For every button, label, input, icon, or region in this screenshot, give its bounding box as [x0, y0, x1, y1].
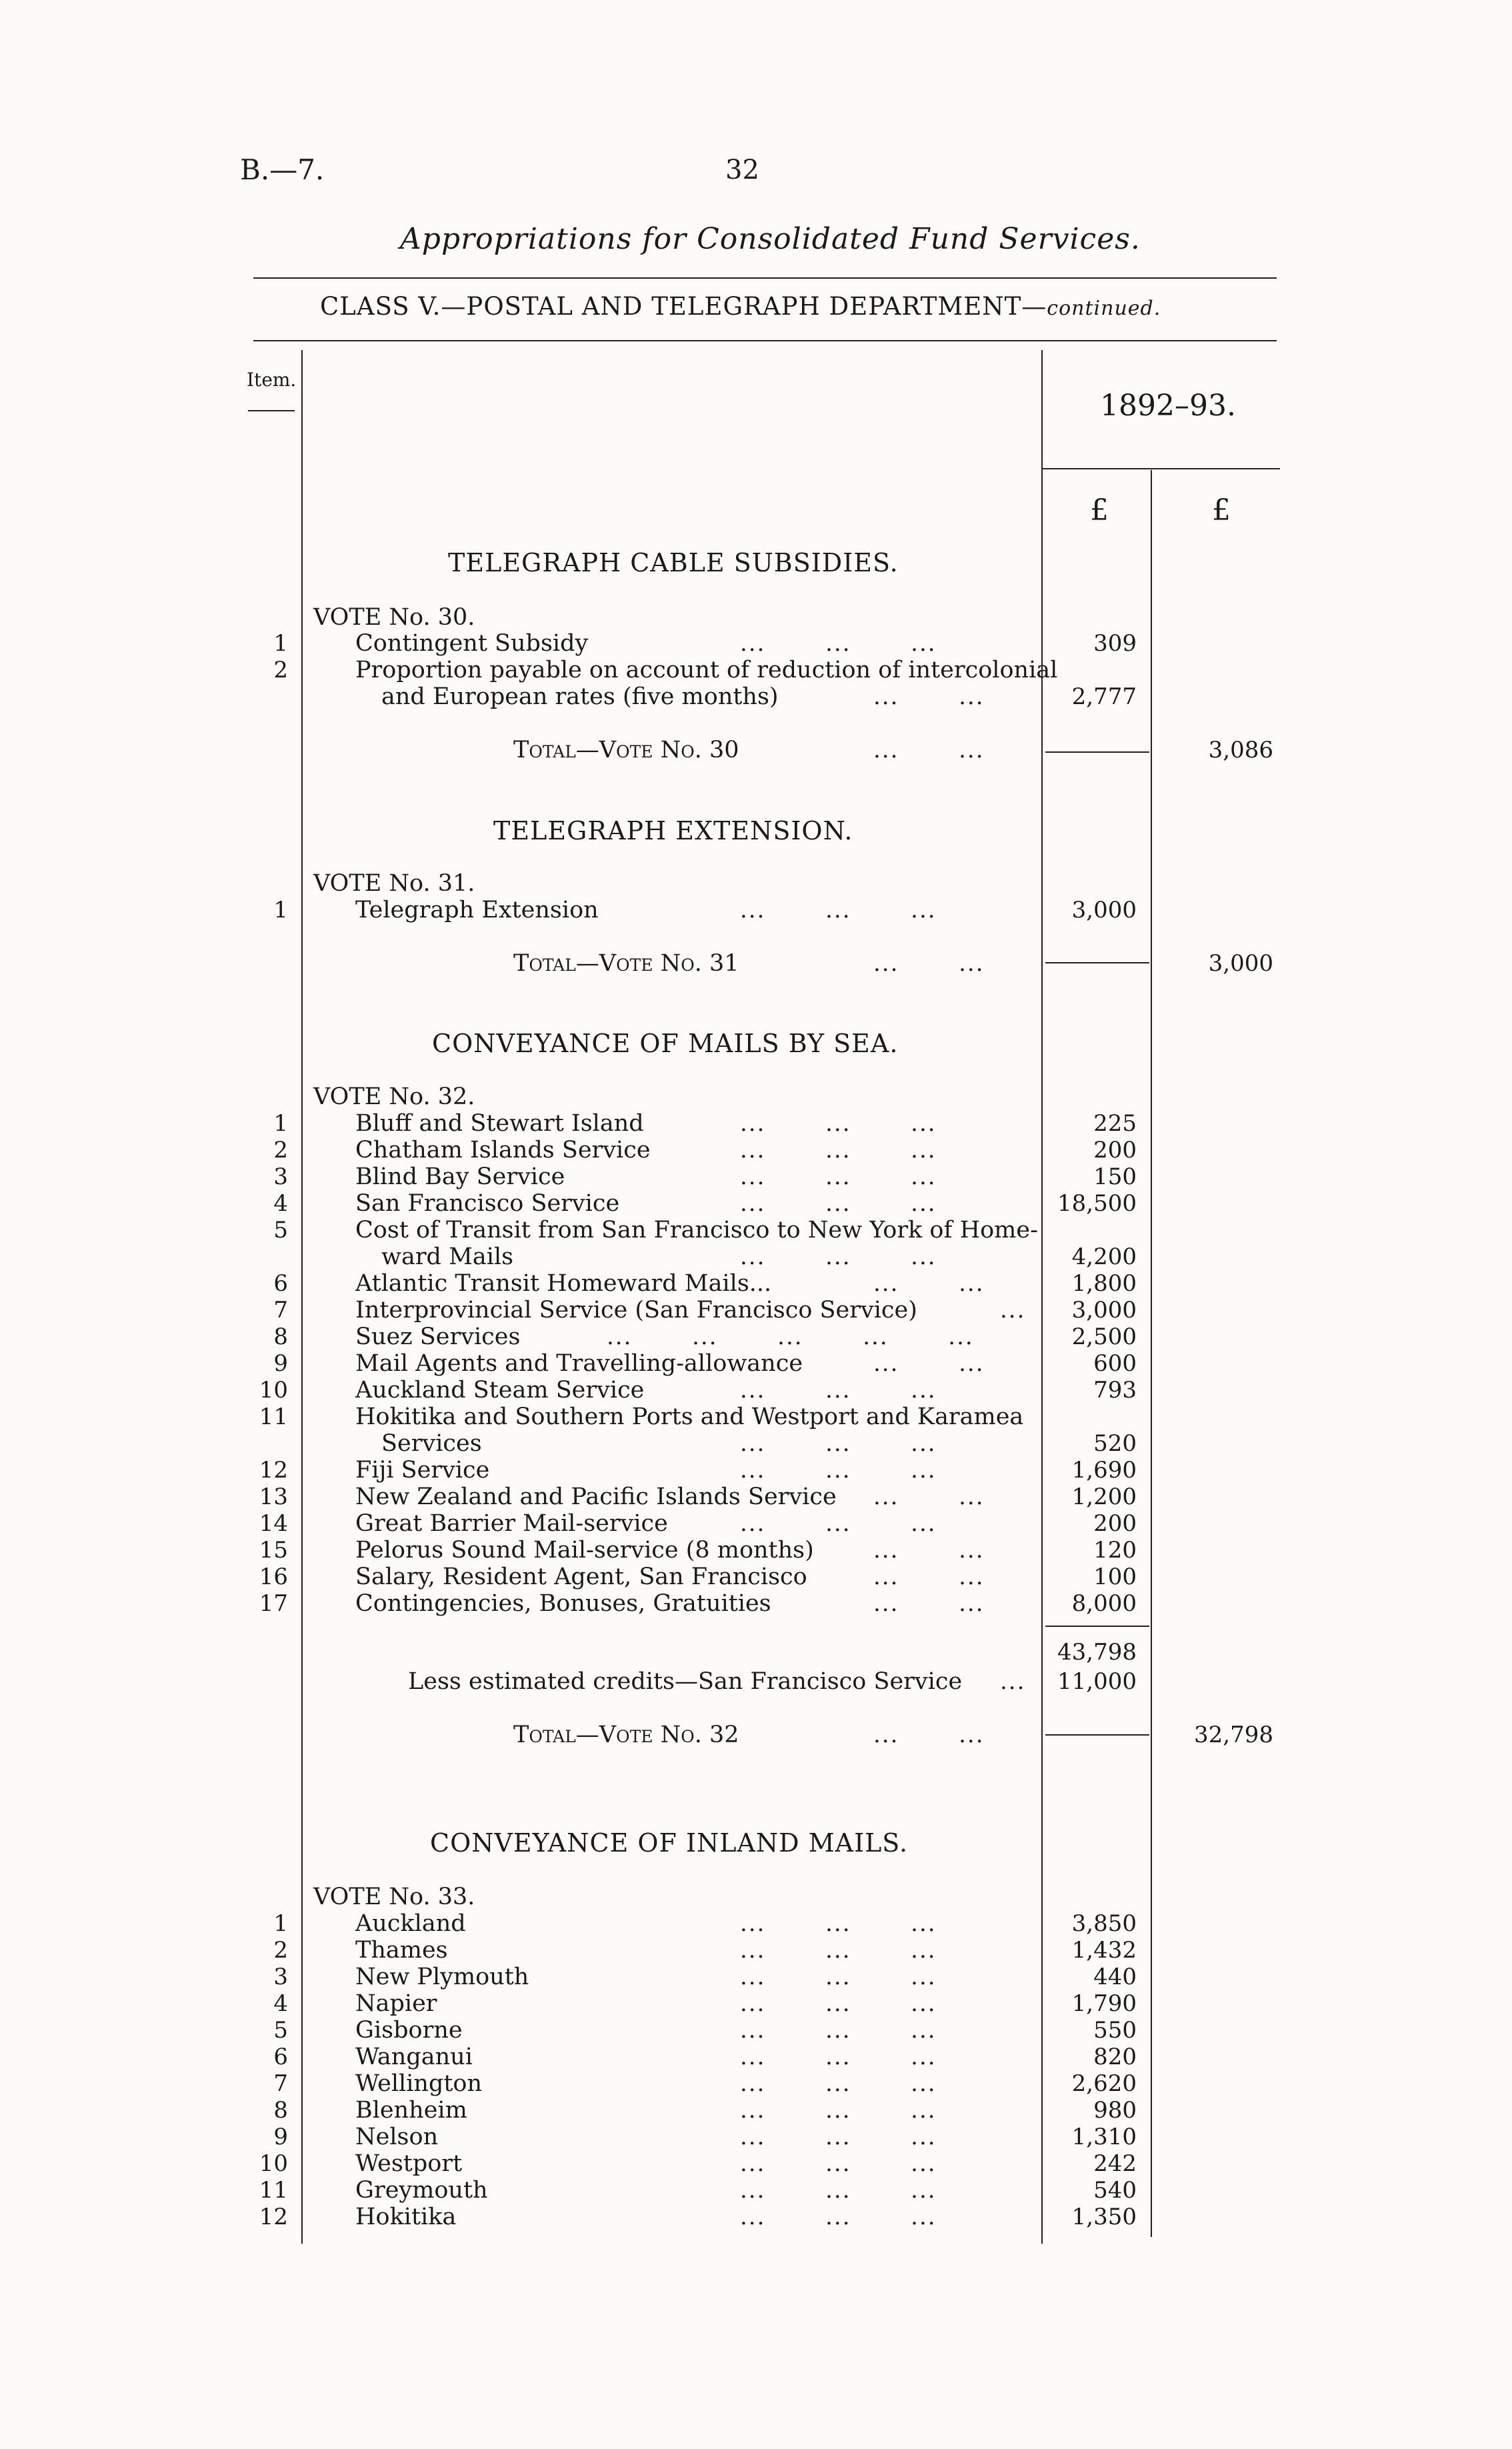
item-number: 1 [273, 630, 288, 657]
dot-leader: ... ... ... [740, 1910, 937, 1937]
vote-total: 32,798 [1194, 1722, 1273, 1748]
title-rule [253, 277, 1277, 279]
line-item-text: Pelorus Sound Mail-service (8 months) [355, 1537, 814, 1564]
item-number: 5 [273, 1217, 288, 1244]
item-number: 3 [273, 1163, 288, 1190]
line-item-text: Gisborne [355, 2017, 463, 2044]
line-item-amount: 820 [1093, 2044, 1137, 2070]
line-item-text: Contingent Subsidy [355, 630, 589, 657]
class-heading [320, 292, 1161, 321]
line-item-text: Interprovincial Service (San Francisco Service) [355, 1297, 917, 1324]
line-item-amount: 18,500 [1057, 1190, 1137, 1217]
dot-leader: ... ... ... [740, 2177, 937, 2204]
line-item-amount: 1,310 [1071, 2124, 1137, 2150]
line-item-text: Atlantic Transit Homeward Mails... [355, 1270, 772, 1297]
item-column-header: Item. [247, 369, 297, 391]
line-item-amount: 793 [1093, 1377, 1137, 1404]
line-item-amount: 120 [1093, 1537, 1137, 1564]
item-number: 4 [273, 1190, 288, 1217]
line-item-text: Chatham Islands Service [355, 1137, 651, 1163]
line-item-text: Hokitika [355, 2204, 457, 2230]
dot-leader: ... ... ... [740, 1990, 937, 2017]
total-label: Total—Vote No. 32 [513, 1722, 739, 1748]
dot-leader: ... ... [873, 1350, 985, 1377]
line-item-amount: 2,500 [1071, 1324, 1137, 1350]
section-title-extension: TELEGRAPH EXTENSION. [493, 816, 853, 845]
less-credits-amount: 11,000 [1057, 1668, 1137, 1695]
line-item-text-continued: ward Mails [381, 1244, 514, 1270]
dot-leader: ... ... [873, 683, 985, 710]
line-item-text: Bluff and Stewart Island [355, 1110, 644, 1137]
dot-leader: ... ... ... [740, 1137, 937, 1163]
line-item-text: Thames [355, 1937, 448, 1964]
item-number: 13 [259, 1484, 288, 1510]
line-item-amount: 1,800 [1071, 1270, 1137, 1297]
item-number: 3 [273, 1964, 288, 1990]
line-item-text: Suez Services [355, 1324, 521, 1350]
line-item-amount: 2,777 [1071, 683, 1137, 710]
dot-leader: ... ... ... ... ... [607, 1324, 974, 1350]
item-number: 2 [273, 1137, 288, 1163]
line-item-text-continued: and European rates (five months) [381, 683, 779, 710]
item-number: 1 [273, 1110, 288, 1137]
dot-leader: ... ... ... [740, 1964, 937, 1990]
line-item-text: New Plymouth [355, 1964, 529, 1990]
line-item-text: Proportion payable on account of reduction of intercolonial [355, 657, 1058, 683]
class-heading-suffix: continued. [1047, 297, 1161, 320]
line-item-amount: 1,690 [1071, 1457, 1137, 1484]
line-item-amount: 550 [1093, 2017, 1137, 2044]
line-item-amount: 3,850 [1071, 1910, 1137, 1937]
dot-leader: ... ... ... [740, 1457, 937, 1484]
dot-leader: ... ... ... [740, 1110, 937, 1137]
dot-leader: ... [1000, 1668, 1026, 1695]
class-rule [253, 340, 1277, 341]
subtotal-amount: 43,798 [1057, 1639, 1137, 1666]
page-title: Appropriations for Consolidated Fund Services. [400, 222, 1141, 256]
dot-leader: ... ... ... [740, 2204, 937, 2230]
dot-leader: ... ... ... [740, 1190, 937, 1217]
vote-total: 3,086 [1208, 737, 1273, 763]
dot-leader: ... ... [873, 1564, 985, 1590]
dot-leader: ... ... ... [740, 1937, 937, 1964]
item-number: 9 [273, 1350, 288, 1377]
line-item-text: Telegraph Extension [355, 897, 599, 923]
dot-leader: ... [1000, 1297, 1026, 1324]
line-item-amount: 4,200 [1071, 1244, 1137, 1270]
item-number: 10 [259, 1377, 288, 1404]
dot-leader: ... ... ... [740, 2097, 937, 2124]
item-number: 2 [273, 657, 288, 683]
item-number: 4 [273, 1990, 288, 2017]
line-item-text: Auckland Steam Service [355, 1377, 645, 1404]
line-item-amount: 440 [1093, 1964, 1137, 1990]
year-header-rule [1042, 468, 1280, 469]
line-item-amount: 600 [1093, 1350, 1137, 1377]
dot-leader: ... ... [873, 1270, 985, 1297]
dot-leader: ... ... ... [740, 1510, 937, 1537]
item-number: 11 [259, 2177, 288, 2204]
dot-leader: ... ... [873, 1590, 985, 1617]
item-number: 7 [273, 2070, 288, 2097]
line-item-text: Mail Agents and Travelling-allowance [355, 1350, 803, 1377]
currency-column-2: £ [1212, 493, 1231, 527]
item-number: 8 [273, 1324, 288, 1350]
line-item-amount: 2,620 [1071, 2070, 1137, 2097]
dot-leader: ... ... ... [740, 2044, 937, 2070]
dot-leader: ... ... ... [740, 2017, 937, 2044]
item-number: 16 [259, 1564, 288, 1590]
item-number: 8 [273, 2097, 288, 2124]
line-item-amount: 242 [1093, 2150, 1137, 2177]
currency-column-1: £ [1090, 493, 1109, 527]
line-item-text: Hokitika and Southern Ports and Westport and Karamea [355, 1404, 1024, 1430]
line-item-amount: 309 [1093, 630, 1137, 657]
item-number: 6 [273, 1270, 288, 1297]
year-header: 1892–93. [1100, 389, 1236, 423]
item-number: 11 [259, 1404, 288, 1430]
item-number: 12 [259, 1457, 288, 1484]
line-item-text: Salary, Resident Agent, San Francisco [355, 1564, 807, 1590]
dot-leader: ... ... ... [740, 2124, 937, 2150]
section-title-sea: CONVEYANCE OF MAILS BY SEA. [432, 1029, 899, 1058]
vote-32-heading: VOTE No. 32. [313, 1083, 475, 1110]
vote-33-heading: VOTE No. 33. [313, 1884, 475, 1910]
total-rule [1045, 1734, 1149, 1736]
line-item-amount: 1,432 [1071, 1937, 1137, 1964]
dot-leader: ... ... ... [740, 1244, 937, 1270]
line-item-text: Fiji Service [355, 1457, 490, 1484]
item-header-rule [248, 410, 295, 411]
line-item-text: Auckland [355, 1910, 466, 1937]
section-title-inland: CONVEYANCE OF INLAND MAILS. [430, 1828, 909, 1858]
less-credits-label: Less estimated credits—San Francisco Service [408, 1668, 963, 1695]
vote-total: 3,000 [1208, 950, 1273, 977]
line-item-amount: 1,790 [1071, 1990, 1137, 2017]
line-item-text: Greymouth [355, 2177, 488, 2204]
total-label: Total—Vote No. 31 [513, 950, 739, 977]
dot-leader: ... ... [873, 1537, 985, 1564]
dot-leader: ... ... ... [740, 897, 937, 923]
line-item-text: Nelson [355, 2124, 439, 2150]
item-column-divider [301, 350, 303, 2244]
dot-leader: ... ... ... [740, 1430, 937, 1457]
line-item-text: Blind Bay Service [355, 1163, 565, 1190]
dot-leader: ... ... ... [740, 1163, 937, 1190]
item-number: 6 [273, 2044, 288, 2070]
line-item-text: Cost of Transit from San Francisco to New York of Home- [355, 1217, 1038, 1244]
line-item-amount: 150 [1093, 1163, 1137, 1190]
item-number: 5 [273, 2017, 288, 2044]
item-number: 1 [273, 1910, 288, 1937]
section-title-cable: TELEGRAPH CABLE SUBSIDIES. [448, 548, 899, 577]
dot-leader: ... ... [873, 1484, 985, 1510]
class-heading-main: CLASS V.—POSTAL AND TELEGRAPH DEPARTMENT— [320, 292, 1047, 321]
page-number: 32 [725, 155, 759, 185]
item-number: 12 [259, 2204, 288, 2230]
total-rule [1045, 962, 1149, 963]
item-number: 10 [259, 2150, 288, 2177]
line-item-text: San Francisco Service [355, 1190, 620, 1217]
subtotal-rule [1045, 1626, 1149, 1627]
item-number: 7 [273, 1297, 288, 1324]
total-label: Total—Vote No. 30 [513, 737, 739, 763]
line-item-text: New Zealand and Pacific Islands Service [355, 1484, 837, 1510]
line-item-amount: 200 [1093, 1137, 1137, 1163]
line-item-amount: 980 [1093, 2097, 1137, 2124]
line-item-amount: 540 [1093, 2177, 1137, 2204]
line-item-text-continued: Services [381, 1430, 482, 1457]
line-item-amount: 520 [1093, 1430, 1137, 1457]
line-item-text: Wanganui [355, 2044, 473, 2070]
dot-leader: ... ... ... [740, 630, 937, 657]
line-item-text: Westport [355, 2150, 463, 2177]
line-item-text: Blenheim [355, 2097, 467, 2124]
line-item-text: Napier [355, 1990, 437, 2017]
line-item-amount: 100 [1093, 1564, 1137, 1590]
dot-leader: ... ... ... [740, 1377, 937, 1404]
line-item-amount: 1,200 [1071, 1484, 1137, 1510]
line-item-amount: 3,000 [1071, 897, 1137, 923]
dot-leader: ... ... [873, 1722, 985, 1748]
total-rule [1045, 751, 1149, 753]
vote-30-heading: VOTE No. 30. [313, 604, 475, 631]
document-reference: B.—7. [240, 153, 325, 186]
item-number: 1 [273, 897, 288, 923]
item-number: 15 [259, 1537, 288, 1564]
line-item-amount: 8,000 [1071, 1590, 1137, 1617]
vote-31-heading: VOTE No. 31. [313, 870, 475, 897]
line-item-text: Great Barrier Mail-service [355, 1510, 668, 1537]
item-number: 2 [273, 1937, 288, 1964]
item-number: 9 [273, 2124, 288, 2150]
dot-leader: ... ... ... [740, 2150, 937, 2177]
line-item-text: Contingencies, Bonuses, Gratuities [355, 1590, 771, 1617]
item-number: 14 [259, 1510, 288, 1537]
dot-leader: ... ... ... [740, 2070, 937, 2097]
line-item-amount: 225 [1093, 1110, 1137, 1137]
dot-leader: ... ... [873, 737, 985, 763]
line-item-text: Wellington [355, 2070, 483, 2097]
line-item-amount: 3,000 [1071, 1297, 1137, 1324]
item-number: 17 [259, 1590, 288, 1617]
dot-leader: ... ... [873, 950, 985, 977]
line-item-amount: 200 [1093, 1510, 1137, 1537]
inner-amount-divider [1151, 470, 1152, 2237]
line-item-amount: 1,350 [1071, 2204, 1137, 2230]
